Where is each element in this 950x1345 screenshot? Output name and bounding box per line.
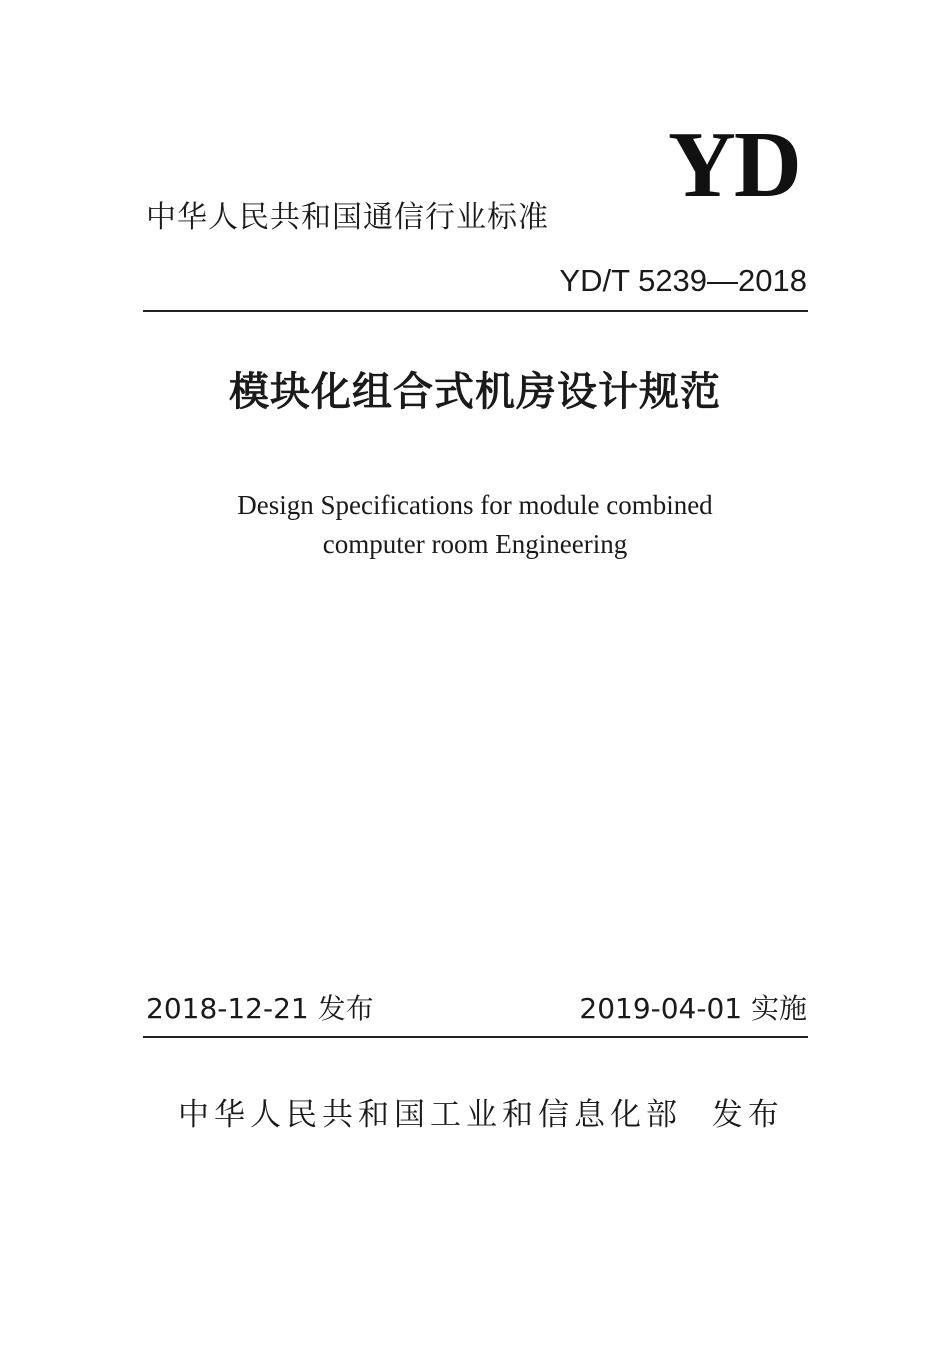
issue-date: 2018-12-21 发布 xyxy=(146,992,374,1025)
bottom-divider xyxy=(143,1036,808,1038)
document-title-chinese: 模块化组合式机房设计规范 xyxy=(229,368,721,415)
english-title-line-1: Design Specifications for module combined xyxy=(237,490,713,520)
yd-logo: YD xyxy=(668,113,800,217)
top-divider xyxy=(143,310,808,312)
standard-number: YD/T 5239—2018 xyxy=(559,263,807,298)
document-title-english xyxy=(0,486,950,564)
issuing-authority: 中华人民共和国工业和信息化部 发布 xyxy=(178,1097,784,1133)
english-title-line-2: computer room Engineering xyxy=(322,529,628,559)
effective-date: 2019-04-01 实施 xyxy=(579,992,807,1025)
standard-category: 中华人民共和国通信行业标准 xyxy=(146,200,549,235)
